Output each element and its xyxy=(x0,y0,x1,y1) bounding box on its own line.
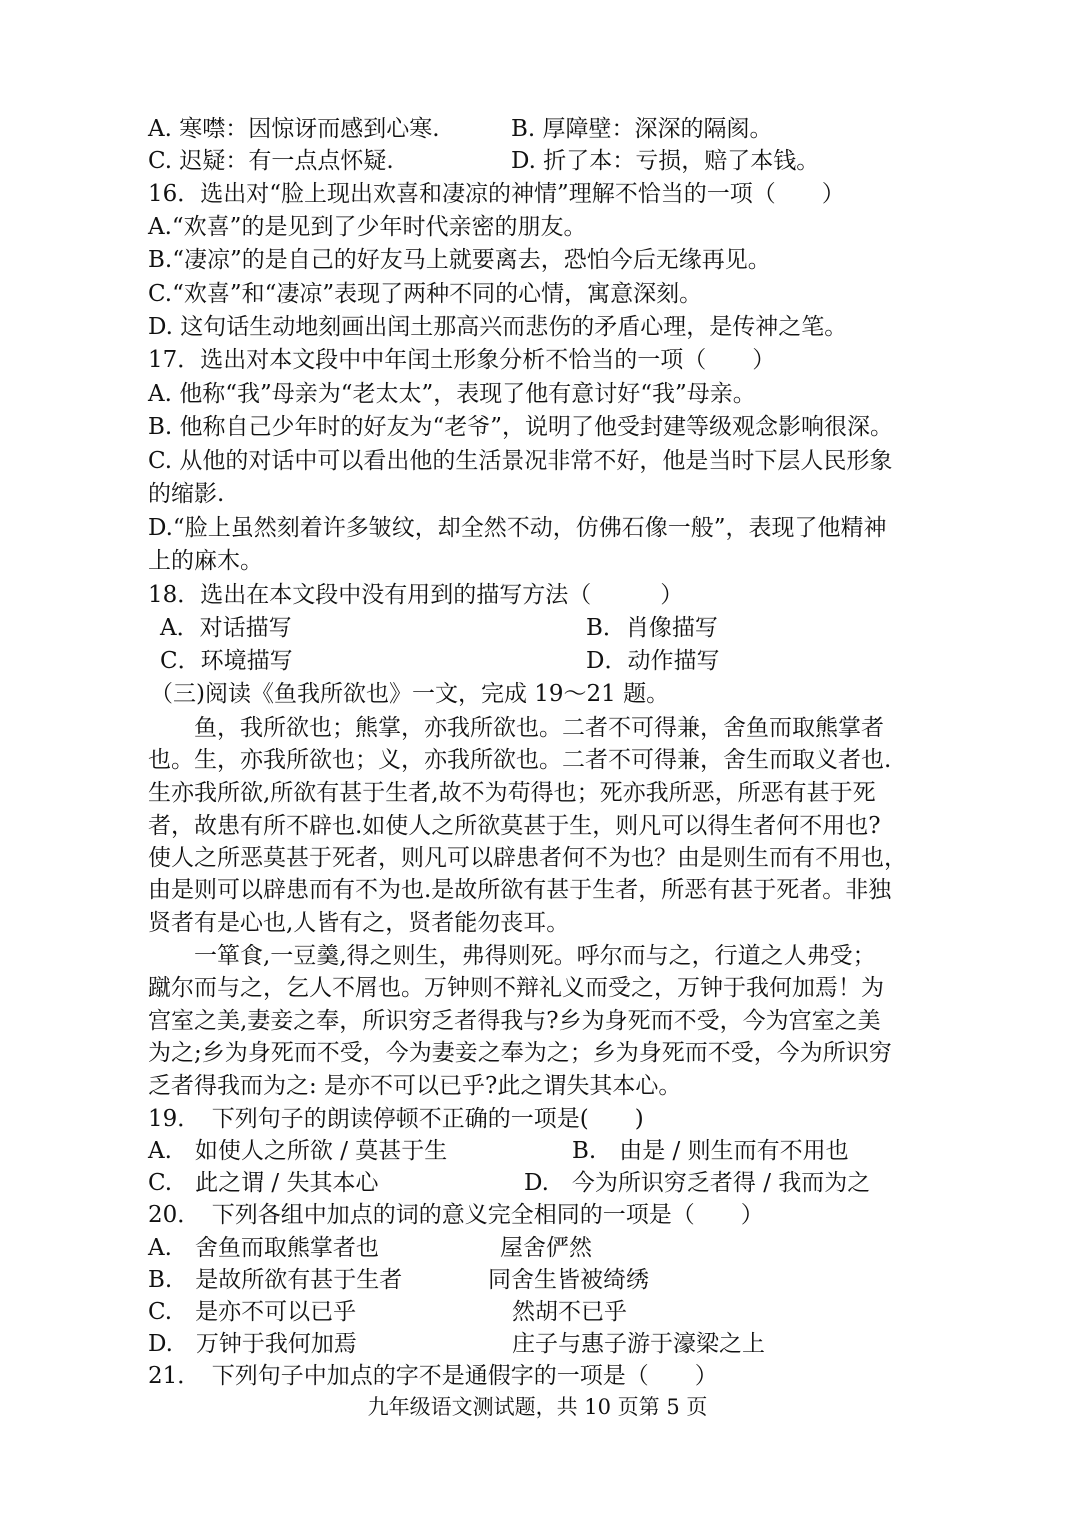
passage-line: 一箪食,一豆羹,得之则生，弗得则死。呼尔而与之，行道之人弗受； xyxy=(148,943,876,969)
passage-line: 者，故患有所不辟也.如使人之所欲莫甚于生，则凡可以得生者何不用也? xyxy=(148,813,881,839)
q19-option-d: D. 今为所识穷乏者得 / 我而为之 xyxy=(524,1170,871,1196)
q19-option-a: A. 如使人之所欲 / 莫甚于生 xyxy=(148,1138,448,1164)
passage-line: 乏者得我而为之: 是亦不可以已乎?此之谓失其本心。 xyxy=(148,1073,682,1099)
q17-option-d-line1: D.“脸上虽然刻着许多皱纹，却全然不动，仿佛石像一般”，表现了他精神 xyxy=(148,515,887,541)
q18-option-d: D．动作描写 xyxy=(586,648,720,674)
q19-stem: 19． 下列句子的朗读停顿不正确的一项是( ) xyxy=(148,1106,644,1132)
q17-option-c-line1: C. 从他的对话中可以看出他的生活景况非常不好，他是当时下层人民形象 xyxy=(148,448,893,474)
q20-option-c-right: 然胡不已乎 xyxy=(512,1299,627,1325)
q15-option-b: B. 厚障壁：深深的隔阂。 xyxy=(511,116,773,142)
passage-line: 由是则可以辟患而有不为也.是故所欲有甚于生者，所恶有甚于死者。非独 xyxy=(148,877,892,903)
passage-line: 生亦我所欲,所欲有甚于生者,故不为苟得也；死亦我所恶，所恶有甚于死 xyxy=(148,780,876,806)
q17-stem: 17．选出对本文段中中年闰土形象分析不恰当的一项（ ） xyxy=(148,347,776,373)
q15-option-d: D. 折了本：亏损，赔了本钱。 xyxy=(511,148,820,174)
q17-option-d-line2: 上的麻木。 xyxy=(148,548,263,574)
q21-stem: 21． 下列句子中加点的字不是通假字的一项是（ ） xyxy=(148,1363,718,1389)
section3-heading: （三)阅读《鱼我所欲也》一文，完成 19～21 题。 xyxy=(150,681,670,707)
q20-stem: 20． 下列各组中加点的词的意义完全相同的一项是（ ） xyxy=(148,1202,764,1228)
q19-option-c: C. 此之谓 / 失其本心 xyxy=(148,1170,379,1196)
q18-option-a: A．对话描写 xyxy=(160,615,292,641)
passage-line: 贤者有是心也,人皆有之，贤者能勿丧耳。 xyxy=(148,910,570,936)
q20-option-a-right: 屋舍俨然 xyxy=(500,1235,592,1261)
q20-option-c-left: C. 是亦不可以已乎 xyxy=(148,1299,357,1325)
q16-option-a: A.“欢喜”的是见到了少年时代亲密的朋友。 xyxy=(148,214,587,240)
q18-stem: 18．选出在本文段中没有用到的描写方法（ ） xyxy=(148,582,684,608)
q18-option-b: B．肖像描写 xyxy=(586,615,718,641)
q16-option-c: C.“欢喜”和“凄凉”表现了两种不同的心情，寓意深刻。 xyxy=(148,281,703,307)
q17-option-b: B. 他称自己少年时的好友为“老爷”，说明了他受封建等级观念影响很深。 xyxy=(148,414,894,440)
passage-line: 蹴尔而与之，乞人不屑也。万钟则不辩礼义而受之，万钟于我何加焉！为 xyxy=(148,975,884,1001)
passage-line: 也。生，亦我所欲也；义，亦我所欲也。二者不可得兼，舍生而取义者也. xyxy=(148,747,892,773)
q20-option-d-right: 庄子与惠子游于濠梁之上 xyxy=(512,1331,765,1357)
q16-option-d: D. 这句话生动地刻画出闰土那高兴而悲伤的矛盾心理，是传神之笔。 xyxy=(148,314,848,340)
q20-option-b-left: B. 是故所欲有甚于生者 xyxy=(148,1267,403,1293)
q17-option-a: A. 他称“我”母亲为“老太太”，表现了他有意讨好“我”母亲。 xyxy=(148,381,756,407)
q16-stem: 16．选出对“脸上现出欢喜和凄凉的神情”理解不恰当的一项（ ） xyxy=(148,181,845,207)
q19-option-b: B. 由是 / 则生而有不用也 xyxy=(572,1138,849,1164)
q17-option-c-line2: 的缩影. xyxy=(148,481,225,507)
q20-option-d-left: D. 万钟于我何加焉 xyxy=(148,1331,357,1357)
q15-option-c: C. 迟疑：有一点点怀疑. xyxy=(148,148,394,174)
q18-option-c: C．环境描写 xyxy=(160,648,293,674)
passage-line: 宫室之美,妻妾之奉，所识穷乏者得我与?乡为身死而不受，今为宫室之美 xyxy=(148,1008,881,1034)
passage-line: 使人之所恶莫甚于死者，则凡可以辟患者何不为也？由是则生而有不用也， xyxy=(148,845,907,871)
page-footer: 九年级语文测试题，共 10 页第 5 页 xyxy=(367,1395,708,1419)
q20-option-b-right: 同舍生皆被绮绣 xyxy=(488,1267,649,1293)
passage-line: 鱼，我所欲也；熊掌，亦我所欲也。二者不可得兼，舍鱼而取熊掌者 xyxy=(148,715,884,741)
q15-option-a: A. 寒噤：因惊讶而感到心寒. xyxy=(148,116,440,142)
q16-option-b: B.“凄凉”的是自己的好友马上就要离去，恐怕今后无缘再见。 xyxy=(148,247,771,273)
q20-option-a-left: A. 舍鱼而取熊掌者也 xyxy=(148,1235,379,1261)
passage-line: 为之;乡为身死而不受，今为妻妾之奉为之；乡为身死而不受，今为所识穷 xyxy=(148,1040,892,1066)
